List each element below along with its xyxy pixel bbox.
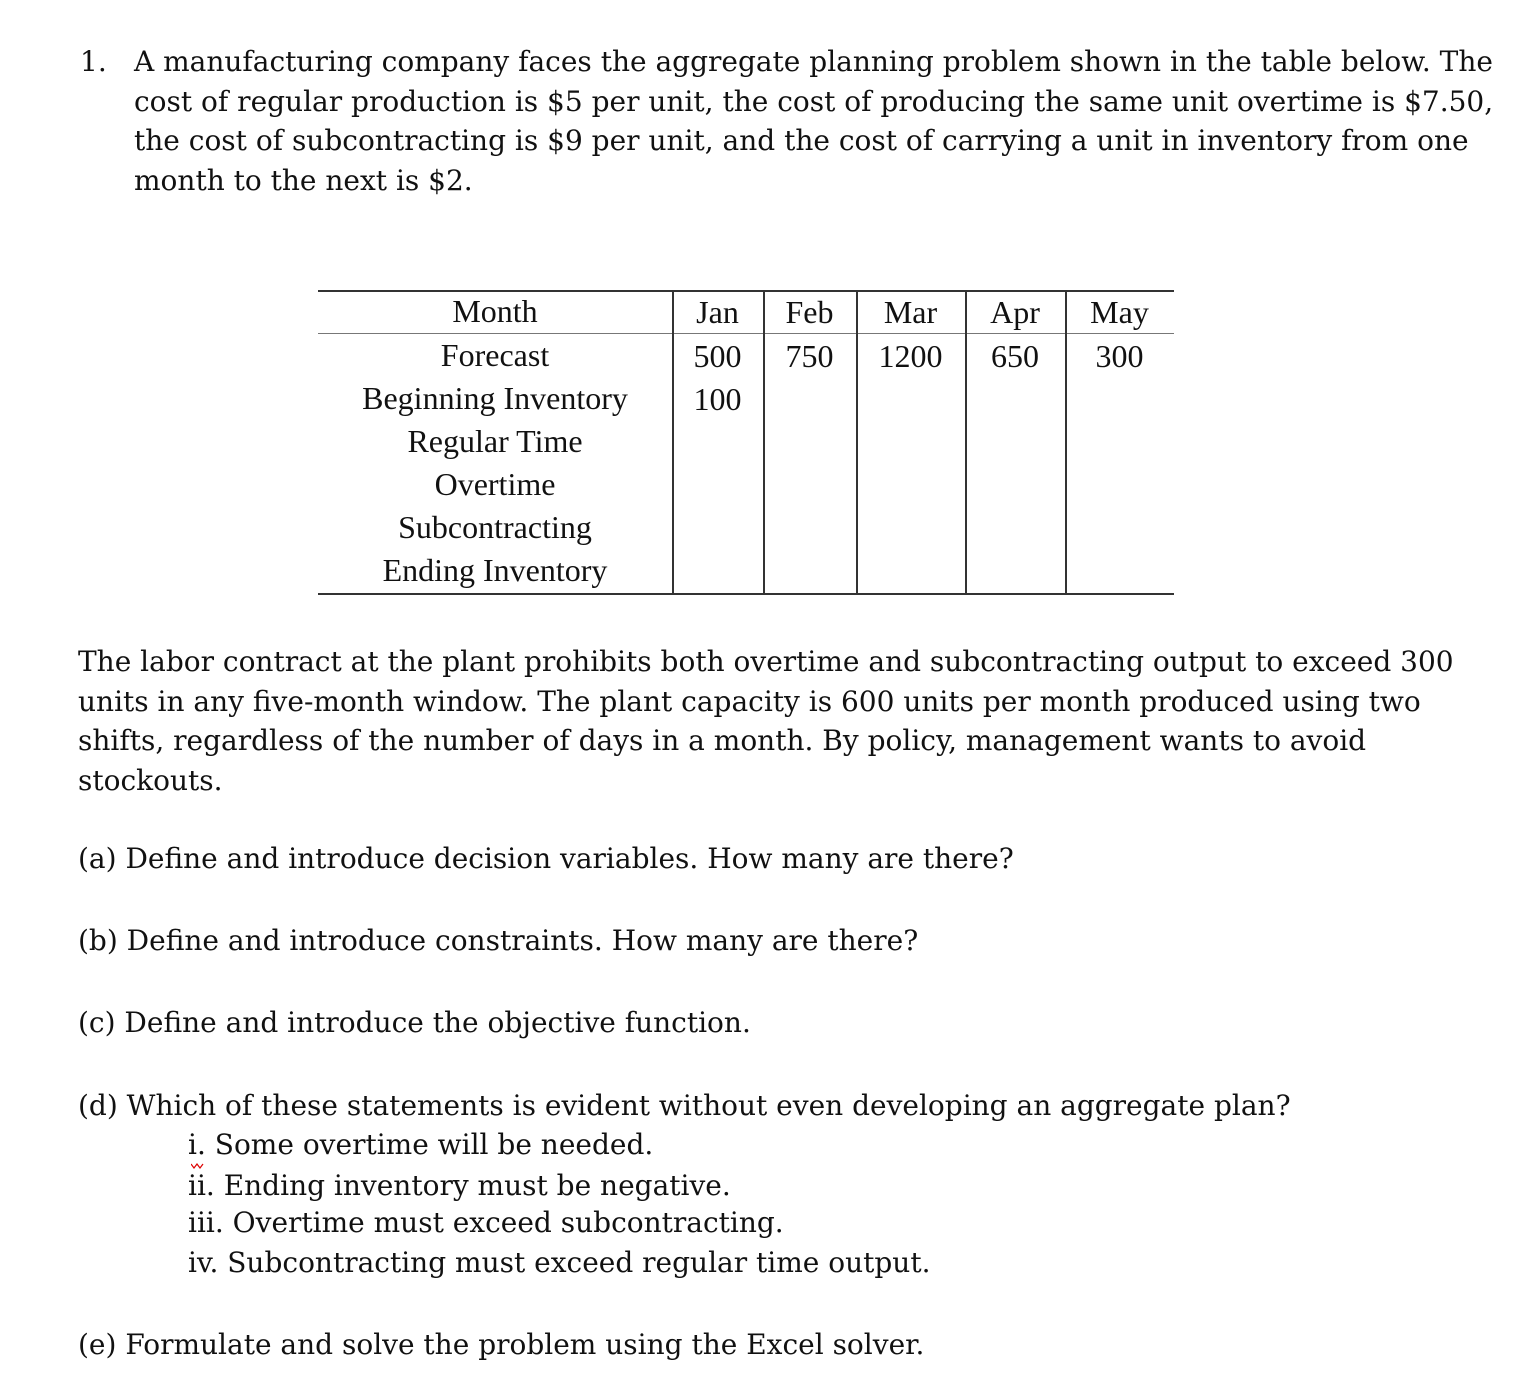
- beginning-inventory-cell: 100: [693, 381, 742, 417]
- question-e: (e) Formulate and solve the problem using the Excel solver.: [78, 1328, 925, 1361]
- question-a: (a) Define and introduce decision variables. How many are there?: [78, 842, 1014, 875]
- forecast-cell: 300: [1095, 338, 1144, 374]
- labor-line: stockouts.: [78, 763, 223, 797]
- header-month-label: Month: [452, 293, 538, 329]
- forecast-cell: 500: [693, 338, 742, 374]
- row-label-ending-inventory: Ending Inventory: [382, 552, 608, 588]
- labor-contract-paragraph: [78, 642, 1454, 800]
- intro-line: A manufacturing company faces the aggregate planning problem shown in the table below. The: [134, 45, 1493, 78]
- intro-line: cost of regular production is $5 per unit, the cost of producing the same unit overtime is $7.50,: [134, 84, 1494, 118]
- forecast-cell: 1200: [878, 338, 943, 374]
- question-d: (d) Which of these statements is evident without even developing an aggregate plan?: [78, 1089, 1291, 1122]
- option-ii: ii. Ending inventory must be negative.: [188, 1169, 731, 1202]
- month-header: May: [1090, 294, 1149, 330]
- labor-line: units in any five-month window. The plant capacity is 600 units per month produced using two: [78, 684, 1421, 718]
- labor-line: The labor contract at the plant prohibits both overtime and subcontracting output to exceed 300: [78, 645, 1454, 678]
- month-header: Apr: [990, 294, 1040, 330]
- month-header: Mar: [883, 294, 938, 330]
- intro-line: the cost of subcontracting is $9 per unit, and the cost of carrying a unit in inventory from one: [134, 124, 1469, 157]
- row-label-overtime: Overtime: [434, 466, 556, 502]
- problem-intro: [134, 42, 1493, 200]
- aggregate-plan-table: [318, 290, 1174, 595]
- row-label-subcontracting: Subcontracting: [398, 509, 592, 545]
- forecast-cell: 650: [991, 338, 1039, 374]
- month-header: Jan: [696, 294, 739, 330]
- option-i: i. Some overtime will be needed.: [188, 1128, 654, 1161]
- option-iii: iii. Overtime must exceed subcontracting.: [188, 1206, 784, 1239]
- question-number: 1.: [80, 45, 107, 78]
- labor-line: shifts, regardless of the number of days in a month. By policy, management wants to avoid: [78, 724, 1367, 757]
- month-header: Feb: [785, 294, 834, 330]
- row-label-beginning-inventory: Beginning Inventory: [362, 380, 628, 416]
- row-label-forecast: Forecast: [440, 337, 550, 373]
- question-c: (c) Define and introduce the objective function.: [78, 1006, 751, 1039]
- row-label-regular-time: Regular Time: [407, 423, 583, 459]
- option-iv: iv. Subcontracting must exceed regular time output.: [188, 1246, 931, 1279]
- intro-line: month to the next is $2.: [134, 163, 473, 197]
- table-bottom-rule: [318, 593, 1174, 595]
- question-b: (b) Define and introduce constraints. How many are there?: [78, 924, 919, 957]
- forecast-cell: 750: [785, 338, 834, 374]
